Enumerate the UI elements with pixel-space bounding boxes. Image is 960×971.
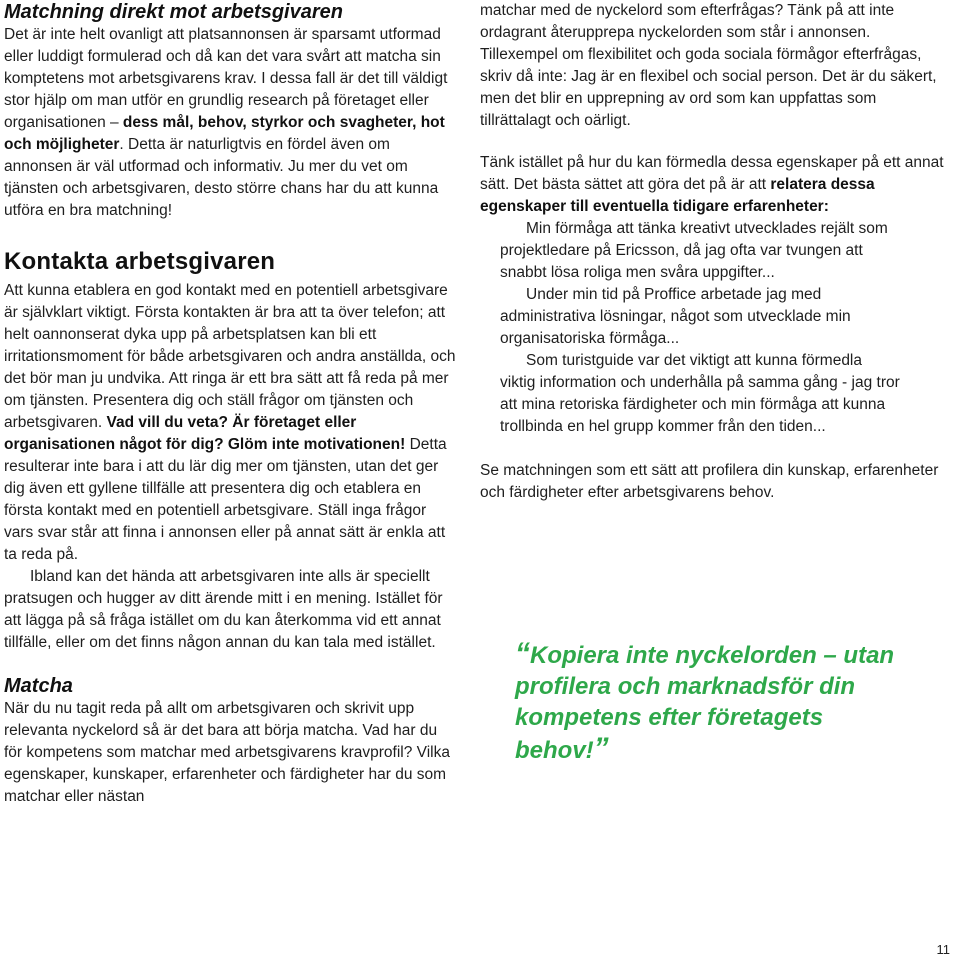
- paragraph-se-matchningen: Se matchningen som ett sätt att profilera din kunskap, erfarenheter och färdigheter efter arbetsgivarens behov.: [480, 462, 939, 501]
- pull-quote: [515, 638, 895, 766]
- paragraph-tank-istallet: [480, 152, 950, 218]
- paragraph-ibland: Ibland kan det hända att arbetsgivaren inte alls är speciellt pratsugen och hugger av ditt ärende mitt i en mening. Istället för att lägga på så fråga istället om du kan återkomma vid ett annat tillfälle, eller om det finns någon annan du kan tala med istället.: [4, 568, 443, 651]
- text-run: Att kunna etablera en god kontakt med en potentiell arbetsgivare är självklart viktigt. Första kontakten är bra att ta över telefon; att helt oannonserat dyka upp på arbetsplatsen kan bli ett irritationsmoment för både arbetsgivaren och andra anställda, och det bör man ju undvika. Att ringa är ett bra sätt att få reda på mer om tjänsten. Presentera dig och ställ frågor om tjänsten och arbetsgivaren.: [4, 282, 456, 431]
- text-run: Detta resulterar inte bara i att du lär dig mer om tjänsten, utan det ger dig även ett gyllene tillfälle att presentera dig och etablera en första kontakt med en potentiell arbetsgivare. Ställ inga frågor vars svar står att finna i annonsen eller på annat sätt är enkla att ta reda på.: [4, 436, 447, 563]
- paragraph-continued: matchar med de nyckelord som efterfrågas? Tänk på att inte ordagrant återupprepa nyckelorden som står i annonsen. Tillexempel om flexibilitet och goda sociala förmågor efterfrågas, skriv då inte: Jag är en flexibel och social person. Det är du säkert, men det blir en upprepning av ord som kan uppfattas som tillrättalagt och oärligt.: [480, 2, 937, 129]
- text-run: Det är inte helt ovanligt att platsannonsen är sparsamt utformad eller luddigt formulerad och då kan det vara svårt att matcha sin komptetens mot arbetsgivarens krav. I dessa fall är det till väldigt stor hjälp om man utför en grundlig research på företaget eller organisationen –: [4, 26, 448, 131]
- bold-text: Vad vill du veta? Är företaget eller organisationen något för dig? Glöm inte motivationen!: [4, 414, 406, 453]
- section-title-kontakta: Kontakta arbetsgivaren: [4, 248, 276, 275]
- close-quote-mark: ”: [593, 732, 609, 765]
- right-column: [480, 0, 950, 504]
- bold-text: relatera dessa egenskaper till eventuella tidigare erfarenheter:: [480, 176, 875, 215]
- text-run: . Detta är naturligtvis en fördel även om annonsen är väl utformad och informativ. Ju mer du vet om tjänsten och arbetsgivaren, desto större chans har du att kunna utföra en bra matchning!: [4, 136, 439, 219]
- section-title-matchning: Matchning direkt mot arbetsgivaren: [4, 1, 343, 23]
- pull-quote-text: Kopiera inte nyckelorden – utan profilera och marknadsför din kompetens efter företagets behov!: [515, 642, 895, 764]
- open-quote-mark: “: [515, 637, 530, 670]
- section-title-matcha: Matcha: [4, 675, 73, 697]
- example-quote-turistguide: Som turistguide var det viktigt att kunna förmedla viktig information och underhålla på samma gång - jag tror att mina retoriska färdigheter och min förmåga att kunna trollbinda en hel grupp kommer från den tiden...: [500, 352, 900, 435]
- example-quote-proffice: Under min tid på Proffice arbetade jag med administrativa lösningar, något som utvecklade min organisatoriska förmåga...: [500, 286, 851, 347]
- paragraph-matchning: [4, 24, 456, 222]
- example-quote-ericsson: Min förmåga att tänka kreativt utvecklades rejält som projektledare på Ericsson, då jag ofta var tvungen att snabbt lösa roliga men svåra uppgifter...: [500, 220, 888, 281]
- text-run: Tänk istället på hur du kan förmedla dessa egenskaper på ett annat sätt. Det bästa sättet att göra det på är att: [480, 154, 944, 193]
- example-quotes: [480, 218, 900, 438]
- paragraph-kontakta: [4, 280, 456, 566]
- bold-text: dess mål, behov, styrkor och svagheter, hot och möjligheter: [4, 114, 445, 153]
- left-column: [4, 0, 456, 808]
- paragraph-matcha: När du nu tagit reda på allt om arbetsgivaren och skrivit upp relevanta nyckelord så är det bara att börja matcha. Vad har du för kompetens som matchar med arbetsgivarens kravprofil? Vilka egenskaper, kunskaper, erfarenheter och färdigheter har du som matchar eller nästan: [4, 700, 450, 805]
- page-number: 11: [936, 942, 950, 957]
